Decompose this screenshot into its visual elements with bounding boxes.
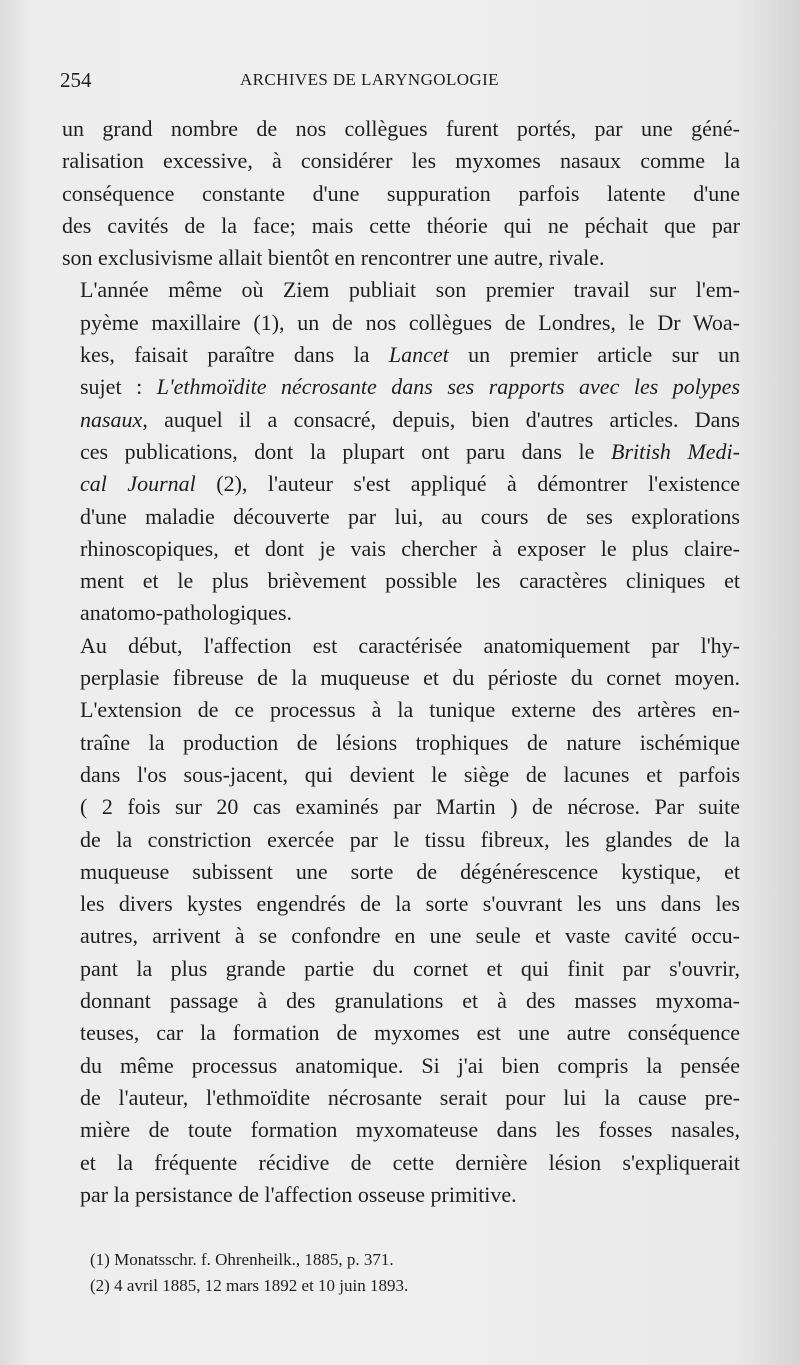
text-line: des cavités de la face; mais cette théorie qui ne péchait que par	[62, 212, 740, 238]
paragraph-2	[62, 274, 740, 629]
text-line: perplasie fibreuse de la muqueuse et du périoste du cornet moyen.	[80, 665, 740, 691]
text-line: L'année même où Ziem publiait son premier travail sur l'em-	[80, 277, 740, 303]
footnote-2: (2) 4 avril 1885, 12 mars 1892 et 10 juin 1893.	[90, 1276, 409, 1295]
text-line: cal Journal (2), l'auteur s'est appliqué à démontrer l'existence	[80, 471, 740, 497]
text-line: de la constriction exercée par le tissu fibreux, les glandes de la	[80, 826, 740, 852]
text-line: autres, arrivent à se confondre en une seule et vaste cavité occu-	[80, 923, 740, 949]
text-line: muqueuse subissent une sorte de dégénérescence kystique, et	[80, 858, 740, 884]
text-line: d'une maladie découverte par lui, au cours de ses explorations	[80, 503, 740, 529]
footnotes	[90, 1247, 710, 1299]
text-line: pant la plus grande partie du cornet et qui finit par s'ouvrir,	[80, 955, 740, 981]
text-line: kes, faisait paraître dans la Lancet un premier article sur un	[80, 342, 740, 368]
text-line: ment et le plus brièvement possible les caractères cliniques et	[80, 568, 740, 594]
text-line: rhinoscopiques, et dont je vais chercher à exposer le plus claire-	[80, 535, 740, 561]
text-line: dans l'os sous-jacent, qui devient le siège de lacunes et parfois	[80, 761, 740, 787]
page-number: 254	[60, 68, 92, 92]
text-line: mière de toute formation myxomateuse dans les fosses nasales,	[80, 1117, 740, 1143]
paragraph-1	[62, 113, 740, 274]
text-line: les divers kystes engendrés de la sorte s'ouvrant les uns dans les	[80, 891, 740, 917]
text-line: anatomo-pathologiques.	[80, 600, 293, 626]
text-line: traîne la production de lésions trophiques de nature ischémique	[80, 729, 740, 755]
text-line: ces publications, dont la plupart ont paru dans le British Medi-	[80, 438, 740, 464]
text-line: un grand nombre de nos collègues furent portés, par une géné-	[62, 116, 740, 141]
text-line: L'extension de ce processus à la tunique externe des artères en-	[80, 697, 740, 723]
text-line: teuses, car la formation de myxomes est une autre conséquence	[80, 1020, 740, 1046]
text-line: sujet : L'ethmoïdite nécrosante dans ses rapports avec les polypes	[80, 374, 741, 400]
text-line: de l'auteur, l'ethmoïdite nécrosante serait pour lui la cause pre-	[80, 1084, 740, 1110]
page-header	[60, 68, 740, 96]
text-line: et la fréquente récidive de cette dernière lésion s'expliquerait	[80, 1149, 740, 1175]
text-line: donnant passage à des granulations et à des masses myxoma-	[80, 988, 740, 1014]
text-line: ralisation excessive, à considérer les myxomes nasaux comme la	[62, 148, 740, 174]
text-line: ( 2 fois sur 20 cas examinés par Martin ) de nécrose. Par suite	[80, 794, 740, 820]
running-title: ARCHIVES DE LARYNGOLOGIE	[240, 70, 499, 89]
text-line: son exclusivisme allait bientôt en rencontrer une autre, rivale.	[62, 245, 605, 271]
text-line: du même processus anatomique. Si j'ai bien compris la pensée	[80, 1052, 740, 1078]
text-line: nasaux, auquel il a consacré, depuis, bien d'autres articles. Dans	[80, 406, 740, 432]
footnote-1: (1) Monatsschr. f. Ohrenheilk., 1885, p. 371.	[90, 1250, 394, 1269]
text-line: Au début, l'affection est caractérisée anatomiquement par l'hy-	[80, 632, 740, 658]
text-line: par la persistance de l'affection osseuse primitive.	[80, 1181, 517, 1207]
paragraph-3	[62, 630, 740, 1211]
text-line: pyème maxillaire (1), un de nos collègues de Londres, le Dr Woa-	[80, 309, 740, 335]
body-text	[62, 113, 740, 1211]
text-line: conséquence constante d'une suppuration parfois latente d'une	[62, 180, 740, 206]
